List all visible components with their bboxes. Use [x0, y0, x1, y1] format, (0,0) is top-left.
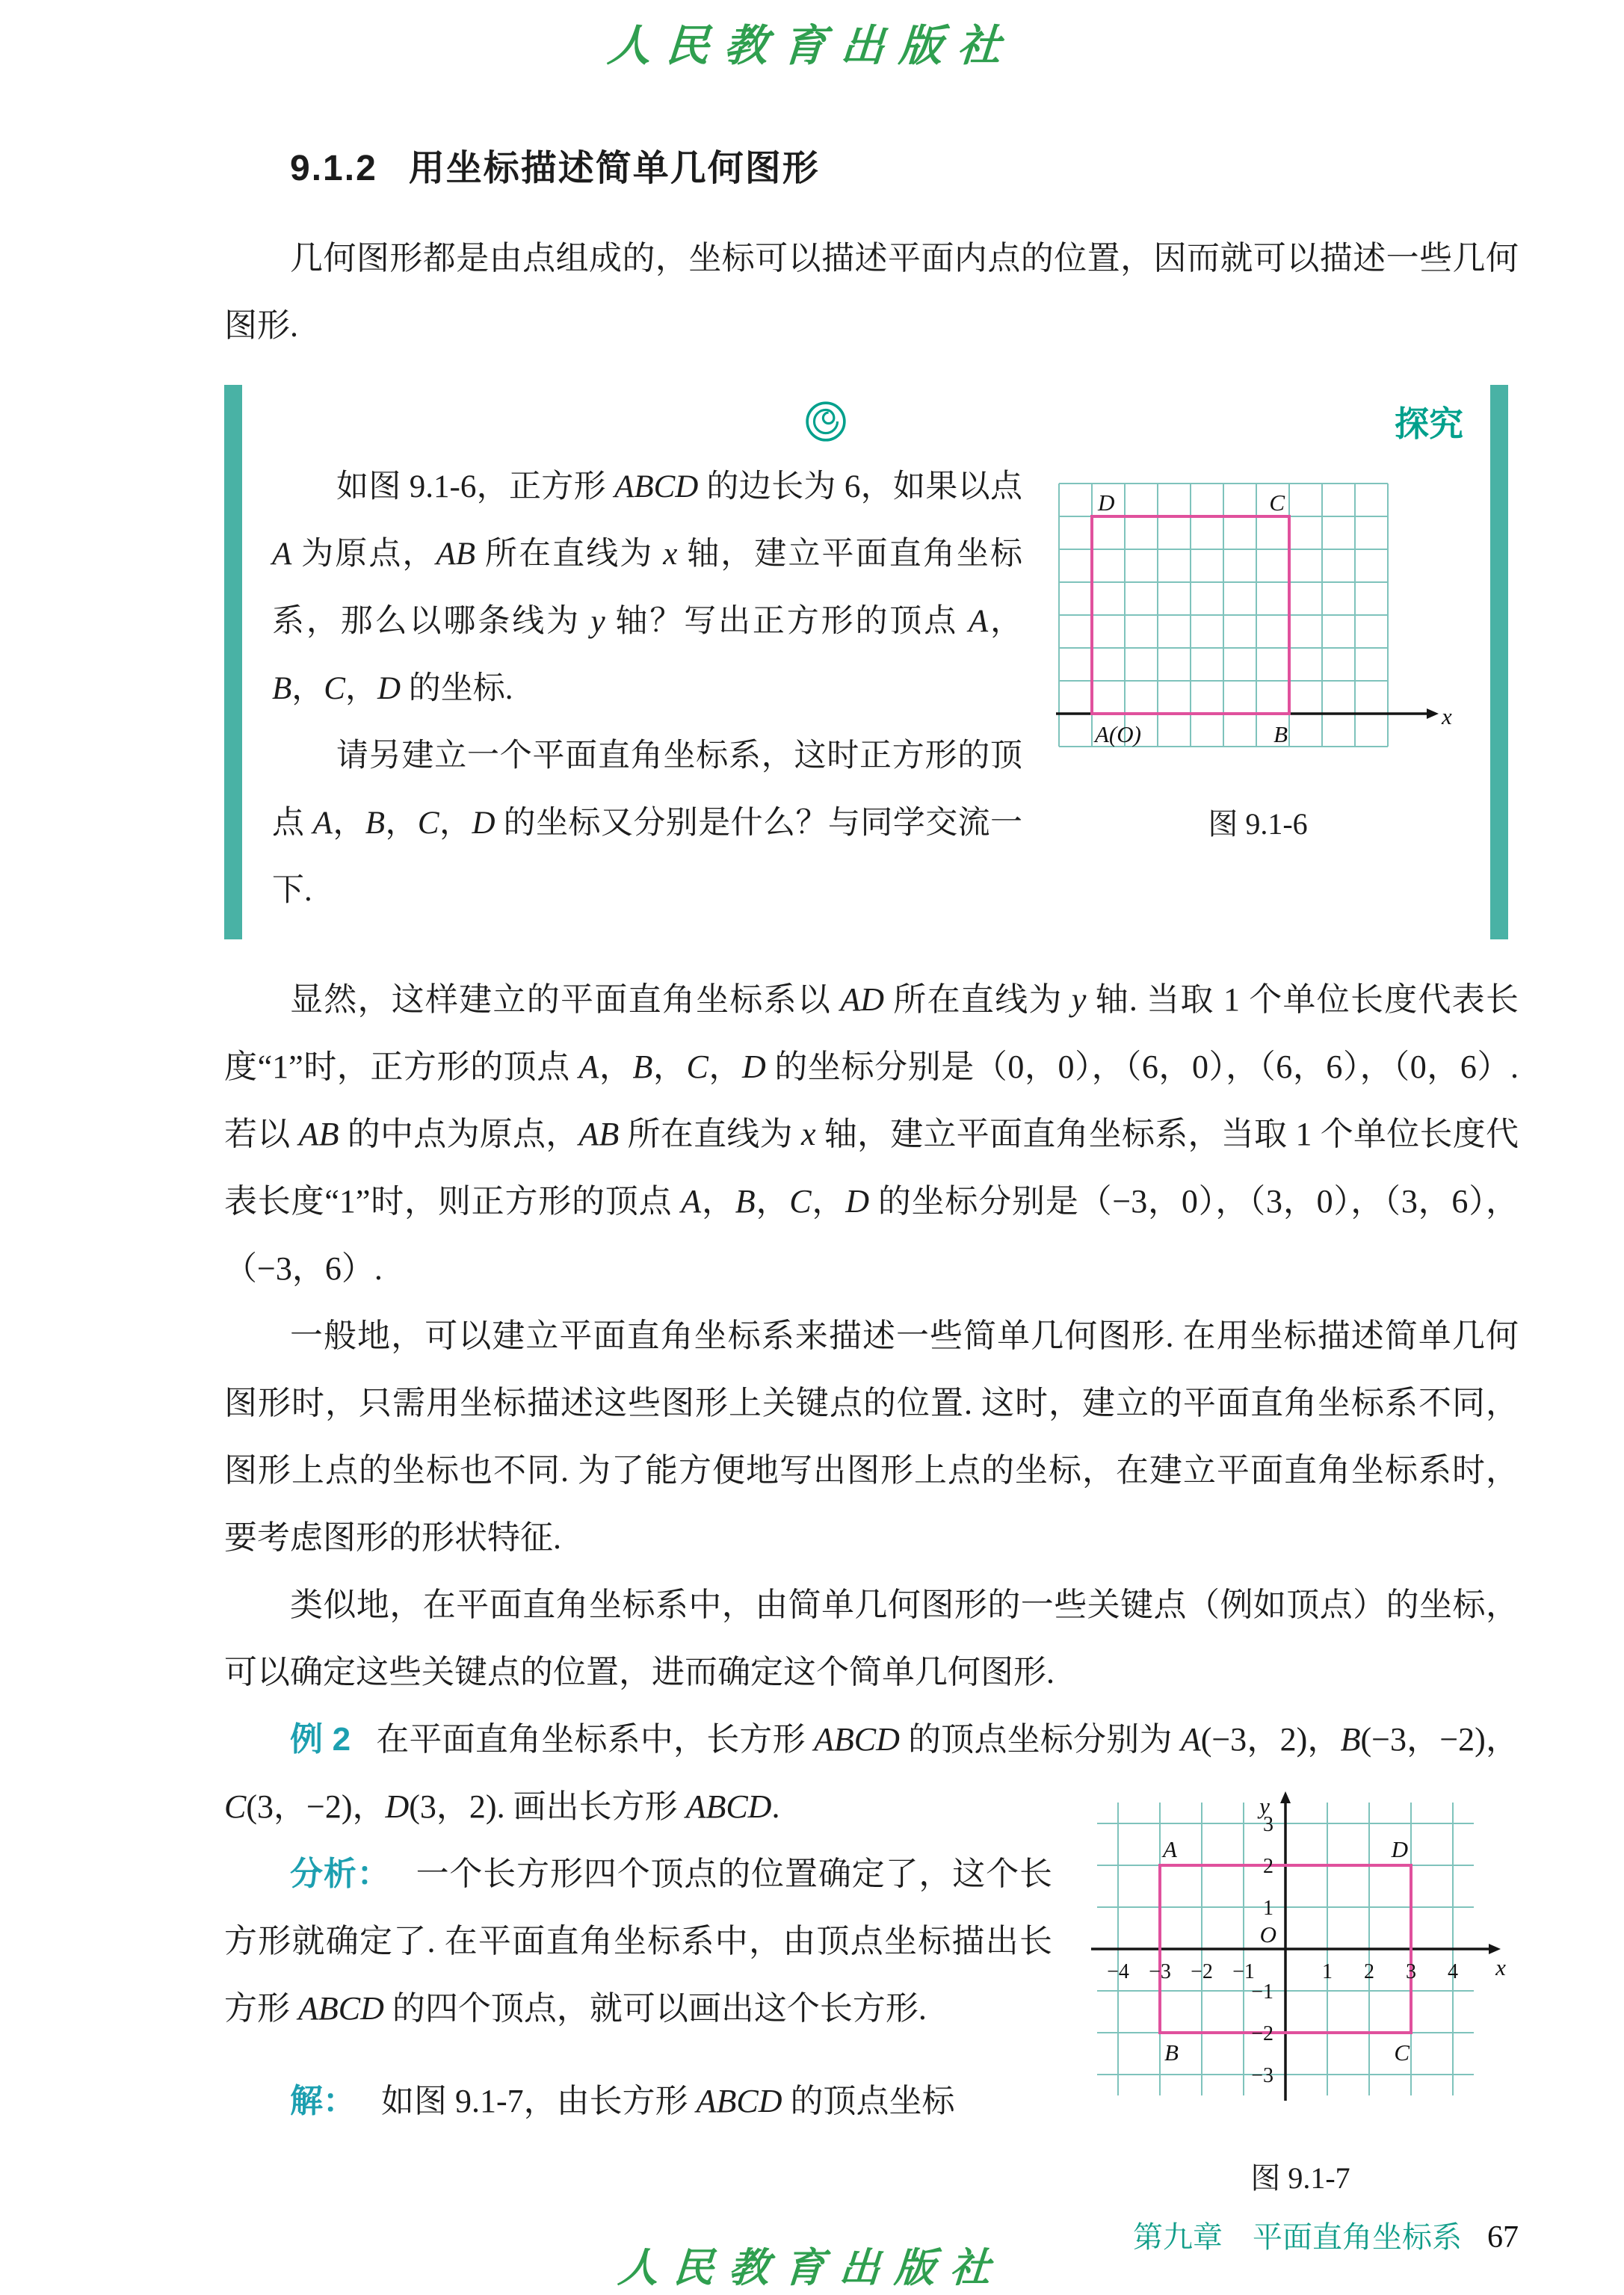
- fig916-vertex-label-d: D: [1097, 489, 1114, 516]
- figure-9-1-7: [1082, 1788, 1519, 2197]
- footer-chapter-title: 第九章 平面直角坐标系: [1133, 2220, 1462, 2254]
- fig916-vertex-label-c: C: [1268, 489, 1285, 516]
- fig917-y-tick--2: −2: [1251, 2022, 1273, 2045]
- figure-9-1-6-plot: [1055, 476, 1462, 775]
- fig917-vertex-label-c: C: [1394, 2039, 1410, 2066]
- fig917-y-tick-2: 2: [1263, 1855, 1273, 1878]
- paragraph-coordinates-discussion: 显然，这样建立的平面直角坐标系以 AD 所在直线为 y 轴. 当取 1 个单位长度代表长度“1”时，正方形的顶点 A，B，C，D 的坐标分别是（0，0），（6，0），（6，6），（0，6）. 若以 AB 的中点为原点，AB 所在直线为 x 轴，建立平面直角坐标系，当取 1 个单位长度代表长度“1”时，则正方形的顶点 A，B，C，D 的坐标分别是（−3，0），（3，0），（3，6），（−3，6）.: [224, 981, 1519, 1287]
- explore-paragraph-1: 如图 9.1-6，正方形 ABCD 的边长为 6，如果以点 A 为原点，AB 所在直线为 x 轴，建立平面直角坐标系，那么以哪条线为 y 轴？写出正方形的顶点 A，B，C，D 的坐标.: [272, 469, 1023, 706]
- fig917-y-axis-label: y: [1259, 1793, 1270, 1819]
- page-content: [224, 139, 1519, 2202]
- analysis-text: 一个长方形四个顶点的位置确定了，这个长方形就确定了. 在平面直角坐标系中，由顶点坐标描出长方形 ABCD 的四个顶点，就可以画出这个长方形.: [224, 1856, 1053, 2027]
- analysis-label: 分析：: [290, 1856, 391, 1892]
- publisher-logo-bottom: 人民教育出版社: [617, 2243, 1007, 2291]
- fig917-x-tick--4: −4: [1107, 1960, 1129, 1983]
- explore-header: [272, 397, 1463, 446]
- figure-9-1-7-plot: [1084, 1788, 1517, 2140]
- footer-page-number: 67: [1487, 2220, 1519, 2255]
- fig917-x-tick-3: 3: [1406, 1960, 1416, 1983]
- fig916-x-axis-label: x: [1441, 703, 1452, 729]
- explore-paragraph-2: 请另建立一个平面直角坐标系，这时正方形的顶点 A，B，C，D 的坐标又分别是什么？与同学交流一下.: [272, 738, 1023, 908]
- fig917-vertex-label-b: B: [1164, 2039, 1179, 2066]
- explore-columns: [272, 454, 1463, 924]
- paragraph-key-points: 类似地，在平面直角坐标系中，由简单几何图形的一些关键点（例如顶点）的坐标，可以确定这些关键点的位置，进而确定这个简单几何图形.: [224, 1587, 1519, 1690]
- fig917-vertex-label-a: A: [1163, 1836, 1177, 1862]
- section-title-text: 用坐标描述简单几何图形: [408, 149, 820, 188]
- fig917-x-tick-2: 2: [1364, 1960, 1374, 1983]
- fig917-x-tick-4: 4: [1448, 1960, 1458, 1983]
- publisher-logo-top: 人民教育出版社: [605, 20, 1018, 71]
- figure-9-1-7-caption: 图 9.1-7: [1250, 2161, 1350, 2195]
- fig917-x-tick--3: −3: [1149, 1960, 1171, 1983]
- explore-label: 探究: [1395, 404, 1463, 443]
- fig917-y-tick-3: 3: [1263, 1813, 1273, 1836]
- figure-9-1-6: [1052, 454, 1463, 924]
- solution-label: 解：: [290, 2083, 356, 2119]
- fig917-x-tick--2: −2: [1191, 1960, 1213, 1983]
- fig917-y-tick--1: −1: [1251, 1980, 1273, 2004]
- explore-left-bar: [224, 385, 242, 939]
- explore-spiral-icon: [804, 400, 847, 443]
- fig917-x-tick--1: −1: [1232, 1960, 1255, 1983]
- explore-box: [224, 385, 1519, 939]
- fig917-y-tick--3: −3: [1251, 2064, 1273, 2087]
- section-number: 9.1.2: [290, 149, 377, 188]
- fig916-origin-label-a: A(O): [1094, 721, 1141, 747]
- figure-9-1-6-caption: 图 9.1-6: [1208, 807, 1308, 841]
- paragraph-general-principle: 一般地，可以建立平面直角坐标系来描述一些简单几何图形. 在用坐标描述简单几何图形时，只需用坐标描述这些图形上关键点的位置. 这时，建立的平面直角坐标系不同，图形上点的坐标也不同. 为了能方便地写出图形上点的坐标，在建立平面直角坐标系时，要考虑图形的形状特征.: [224, 1318, 1519, 1556]
- fig917-x-tick-1: 1: [1322, 1960, 1333, 1983]
- explore-right-bar: [1490, 385, 1508, 939]
- analysis-section: [224, 1793, 1519, 2195]
- explore-text: [272, 454, 1022, 924]
- fig917-x-axis-label: x: [1495, 1954, 1506, 1980]
- fig917-x-arrow: [1489, 1944, 1501, 1954]
- section-title: [290, 139, 1519, 191]
- solution-text: 如图 9.1-7，由长方形 ABCD 的顶点坐标: [381, 2083, 955, 2119]
- fig917-origin-label: O: [1259, 1921, 1276, 1947]
- intro-paragraph: 几何图形都是由点组成的，坐标可以描述平面内点的位置，因而就可以描述一些几何图形.: [224, 240, 1519, 344]
- fig916-x-arrow: [1427, 708, 1439, 719]
- example-text: 在平面直角坐标系中，长方形 ABCD 的顶点坐标分别为 A(−3，2)，B(−3，−2)，C(3，−2)，D(3，2). 画出长方形 ABCD.: [224, 1721, 1519, 1825]
- fig916-vertex-label-b: B: [1273, 721, 1288, 747]
- example-label: 例 2: [290, 1721, 351, 1758]
- fig917-vertex-label-d: D: [1391, 1836, 1408, 1862]
- fig917-y-tick-1: 1: [1263, 1897, 1273, 1920]
- fig917-y-arrow: [1280, 1791, 1291, 1803]
